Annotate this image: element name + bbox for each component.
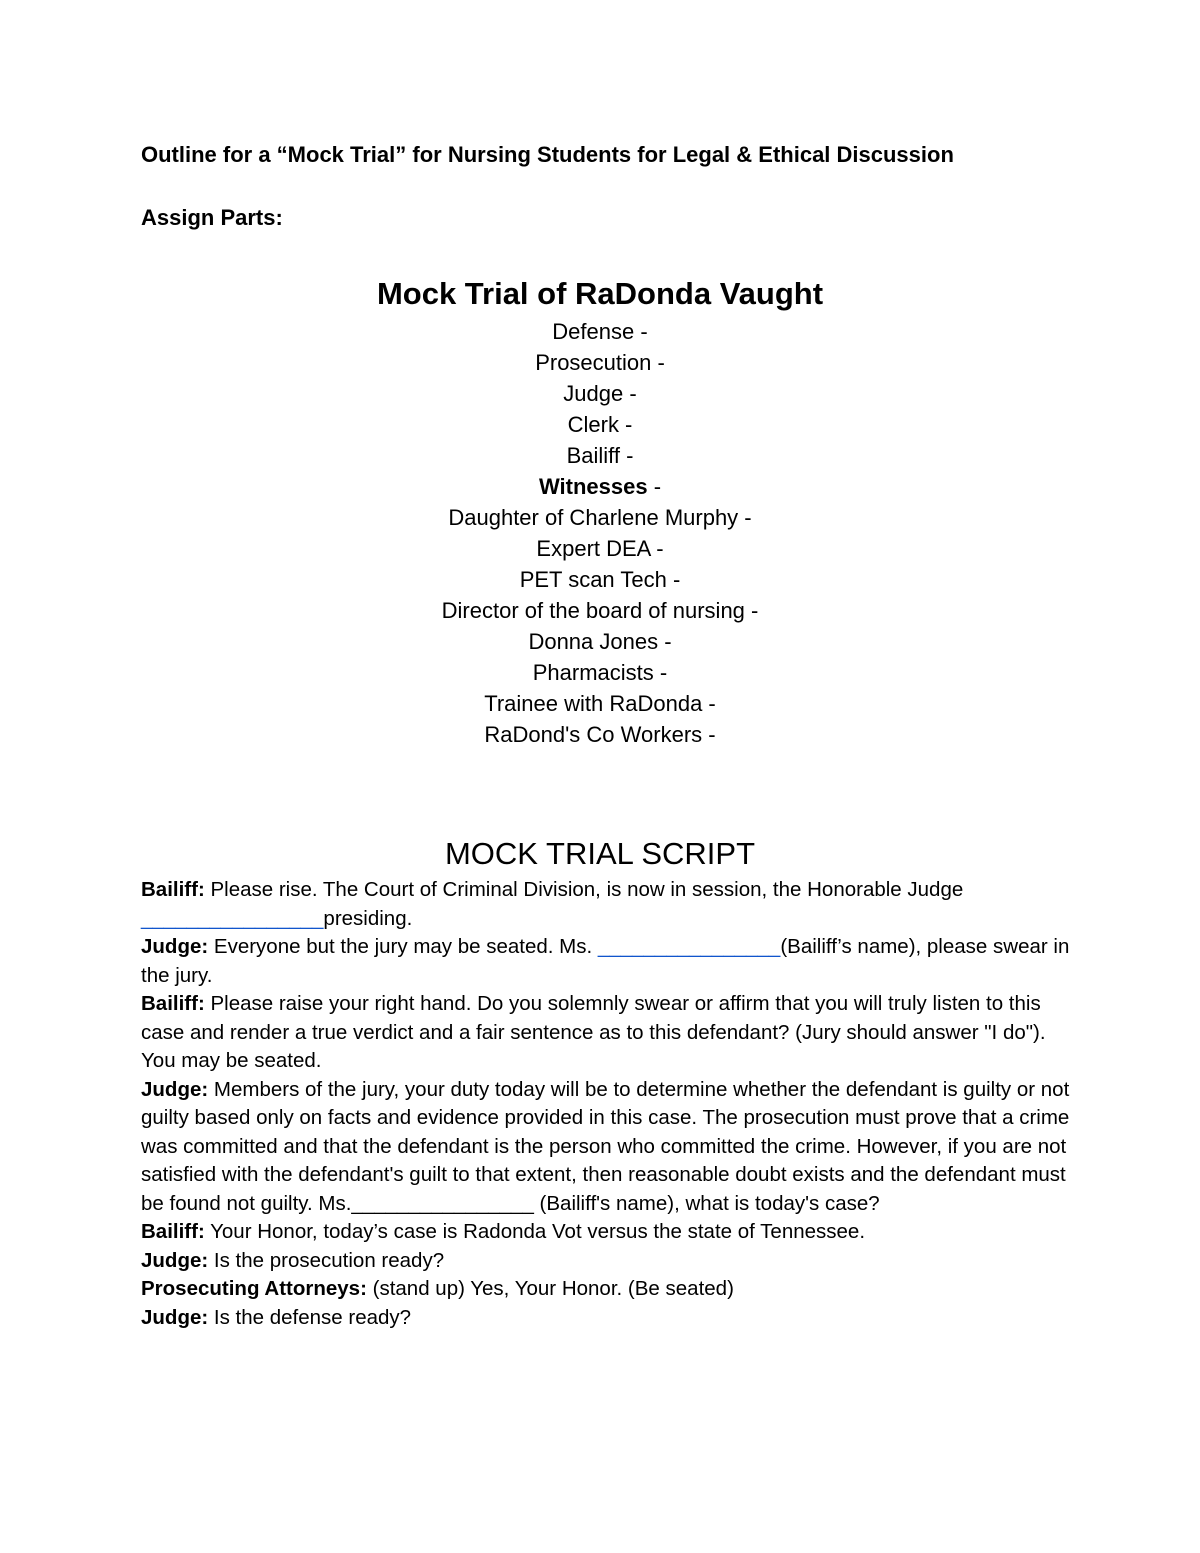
role-prosecution: Prosecution - [535,350,665,375]
witnesses-label: Witnesses [538,474,648,499]
speaker-label: Prosecuting Attorneys: [141,1277,367,1300]
dialogue-text: Please rise. The Court of Criminal Division, is now in session, the Honorable Judge [204,878,964,901]
speaker-label: Judge: [141,1305,209,1329]
dialogue-text: Please raise your right hand. Do you solemnly swear or affirm that you will truly listen to this case and render a true verdict and a fair sentence as to this defendant? (Jury should answer "I do"). [141,992,1046,1044]
role-clerk: Clerk - [567,412,633,437]
dialogue-text: (Bailiff’s name), please swear in the jury. [141,935,1070,987]
speaker-label: Bailiff: [141,1220,205,1243]
role-bailiff: Bailiff - [566,443,634,468]
speaker-label: Judge: [141,1248,209,1272]
witness-coworkers: RaDond's Co Workers - [484,722,716,747]
mock-trial-title: Mock Trial of RaDonda Vaught [376,276,824,311]
dialogue-text: Is the defense ready? [208,1305,412,1329]
dialogue-text: Is the prosecution ready? [208,1248,445,1272]
script-title: MOCK TRIAL SCRIPT [444,836,756,871]
script-line: You may be seated. [141,1049,322,1072]
witnesses-heading [0,471,1200,502]
witness-pharmacists: Pharmacists - [532,660,668,685]
script-line [141,990,1071,1047]
dialogue-text: presiding. [323,906,413,930]
script-body [141,876,1071,1332]
name-blank: ________________ [597,935,781,958]
dialogue-text: Your Honor, today’s case is Radonda Vot versus the state of Tennessee. [204,1220,866,1243]
witness-daughter: Daughter of Charlene Murphy - [448,505,752,530]
witnesses-dash: - [647,474,662,499]
role-judge: Judge - [563,381,637,406]
witness-director-board: Director of the board of nursing - [441,598,759,623]
script-line [141,1076,1071,1219]
speaker-label: Judge: [141,1077,209,1101]
role-list [0,316,1200,750]
dialogue-text: (stand up) Yes, Your Honor. (Be seated) [366,1277,734,1300]
witness-trainee: Trainee with RaDonda - [484,691,716,716]
name-blank: ________________ [141,906,324,930]
dialogue-text: Members of the jury, your duty today will be to determine whether the defendant is guilty or not guilty based only on facts and evidence provided in this case. The prosecution must prove that a crime was committed and that the defendant is the person who committed the crime. However, if you are not satisfied with the defendant's guilt to that extent, then reasonable doubt exists and the defendant must be found not guilty. Ms.________________ (Bailiff's name), what is today's case? [141,1077,1070,1215]
outline-title: Outline for a “Mock Trial” for Nursing Students for Legal & Ethical Discussion [141,142,954,167]
speaker-label: Bailiff: [141,878,205,901]
witness-donna-jones: Donna Jones - [528,629,672,654]
script-line [141,933,1071,990]
script-line [141,1304,1071,1333]
speaker-label: Bailiff: [141,992,205,1015]
assign-parts-heading: Assign Parts: [141,205,283,230]
role-defense: Defense - [552,319,648,344]
script-line [141,876,1071,933]
dialogue-text: Everyone but the jury may be seated. Ms. [208,935,598,958]
witness-expert-dea: Expert DEA - [536,536,664,561]
script-line [141,1247,1071,1276]
witness-pet-scan-tech: PET scan Tech - [519,567,681,592]
script-line [141,1275,1071,1304]
speaker-label: Judge: [141,935,209,958]
script-line [141,1218,1071,1247]
